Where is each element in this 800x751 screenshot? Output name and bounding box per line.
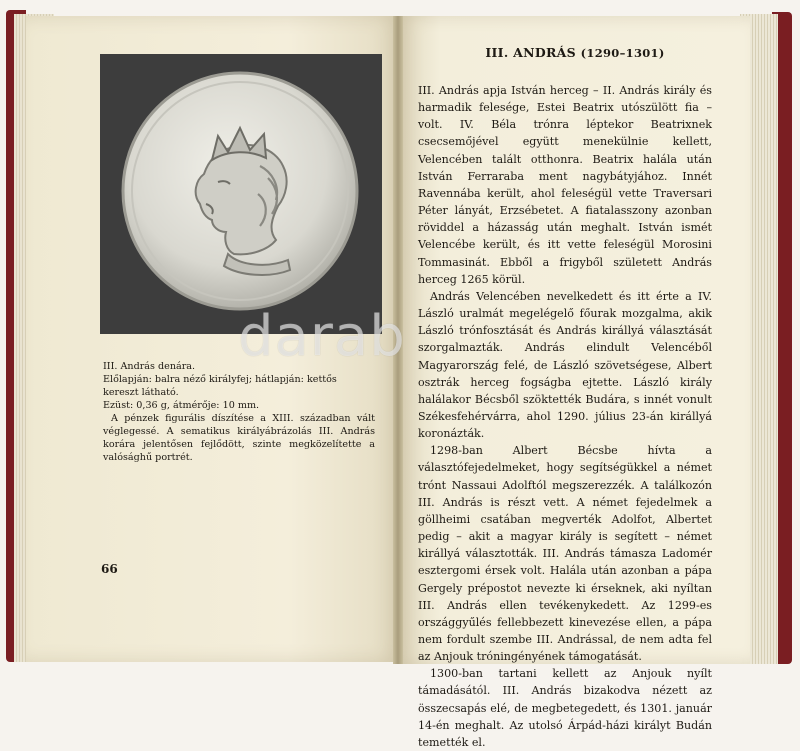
chapter-title [400, 45, 750, 60]
coin-photo-plate [100, 54, 382, 334]
caption-metal: Ezüst: 0,36 g, átmérője: 10 mm. [103, 400, 260, 411]
paragraph: 1298-ban Albert Bécsbe hívta a választófejedelmeket, hogy segítségükkel a német trónt Nassaui Adolftól megszerezzék. A találkozón III. András is részt vett. A német fejedelmek a göllheimi csatában megverték Adolfot, Albertet pedig – akit a magyar király is segített – német királlyá választották. III. András támasza Ladomér esztergomi érsek volt. Halála után azonban a pápa Gergely prépostot nevezte ki érseknek, aki nyíltan III. András ellen tevékenykedett. Az 1299-es országgyűlés fellebbezett kinevezése ellen, a pápa nem fordult szembe III. Andrással, de nem adta fel az Anjouk tróningényének támogatását. [418, 444, 712, 664]
coin-image [100, 54, 382, 334]
chapter-body [418, 82, 712, 751]
book-gutter [393, 16, 403, 664]
coin-caption [103, 360, 375, 464]
caption-title: III. András denára. [103, 361, 196, 372]
paragraph: 1300-ban tartani kellett az Anjouk nyílt támadásától. III. András bizakodva nézett az összecsapás elé, de megbetegedett, és 1301. január 14-én meghalt. Az utolsó Árpád-házi királyt Budán temették el. [418, 667, 712, 749]
page-number: 66 [101, 562, 118, 576]
paragraph: III. András apja István herceg – II. András király és harmadik felesége, Estei Beatrix utószülött fia – volt. IV. Béla trónra léptekor Beatrixnek csecsemőjével együtt menekülnie kellett, Velencében talált otthonra. Beatrix halála után István Ferraraba ment nagybátyjához. Innét Ravennába került, ahol feleségül vette Traversari Péter lányát, Erzsébetet. A fiatalasszony azonban röviddel a házasság után meghalt. István ismét Velencébe került, és itt vette feleségül Morosini Tommasinát. Ebből a frigyből született András herceg 1265 körül. [418, 84, 712, 286]
paragraph: András Velencében nevelkedett és itt érte a IV. László uralmát megelégelő főurak mozgalma, akik László trónfosztását és András királlyá választását szorgalmazták. András elindult Velencéből Magyarország felé, de László szövetségese, Albert osztrák herceg fogságba ejtette. László király halálakor Bécsből szöktették Budára, s innét vonult Székesfehérvárra, ahol 1290. július 23-án királlyá koronázták. [418, 289, 712, 441]
watermark: darab [238, 304, 406, 369]
caption-note: A pénzek figurális díszítése a XIII. században vált véglegessé. A sematikus királyábrázolás III. András korára jelentősen fejlődött, szinte megközelítette a valósághű portrét. [103, 413, 375, 463]
chapter-name: III. ANDRÁS [485, 45, 576, 60]
caption-sides: Előlapján: balra néző királyfej; hátlapján: kettős kereszt látható. [103, 374, 337, 398]
chapter-years: (1290–1301) [580, 46, 665, 60]
